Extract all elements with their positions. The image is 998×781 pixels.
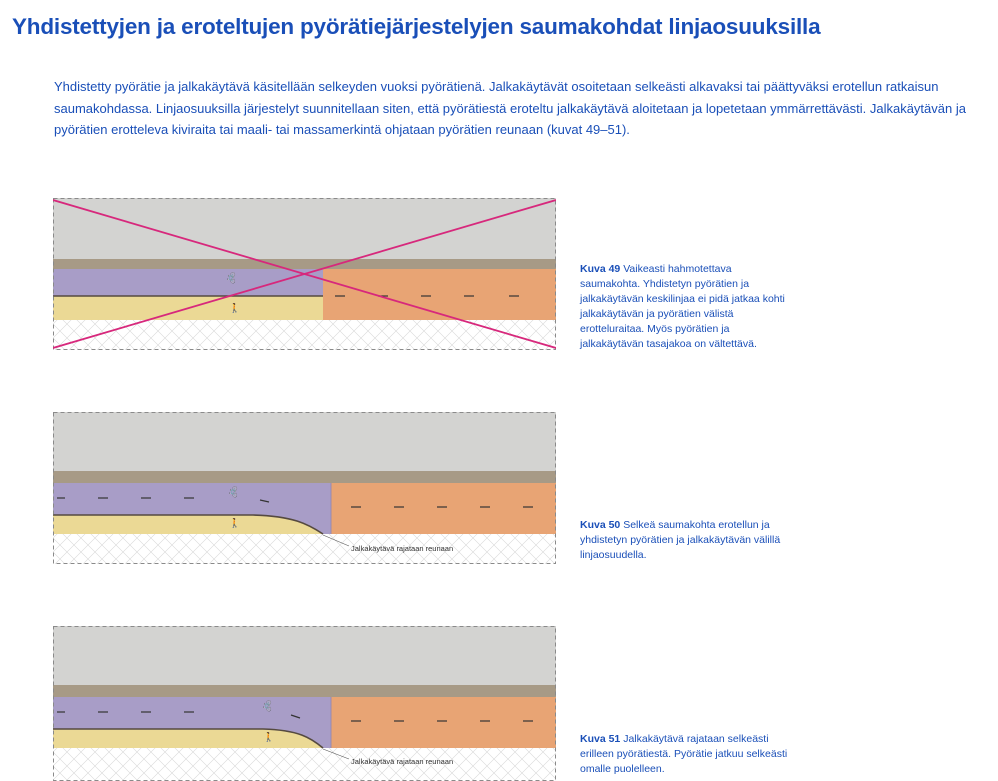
bicycle-icon: 🚲 bbox=[261, 699, 272, 712]
curb-strip bbox=[53, 471, 556, 483]
pedestrian-icon: 🚶 bbox=[263, 733, 275, 743]
figure-51-label: Kuva 51 bbox=[580, 733, 621, 745]
figure-49 bbox=[53, 198, 556, 350]
figure-51 bbox=[53, 626, 556, 781]
cycle-track bbox=[331, 483, 556, 534]
cycle-track bbox=[323, 269, 556, 320]
bicycle-icon: 🚲 bbox=[227, 485, 238, 498]
figure-49-label: Kuva 49 bbox=[580, 263, 621, 275]
hatched-margin bbox=[53, 748, 556, 781]
figure-50-caption-text: Selkeä saumakohta erotellun ja yhdistetyn pyörätien ja jalkakäytävän välillä linjaosuudella. bbox=[580, 519, 781, 561]
figure-49-caption bbox=[580, 262, 790, 352]
sidewalk bbox=[53, 729, 323, 748]
page-title: Yhdistettyjen ja eroteltujen pyörätiejärjestelyjen saumakohdat linjaosuuksilla bbox=[12, 14, 821, 39]
figure-51-caption bbox=[580, 732, 790, 777]
figure-51-caption-text: Jalkakäytävä rajataan selkeästi erilleen pyörätiestä. Pyörätie jatkuu selkeästi omalle puolelleen. bbox=[580, 733, 788, 775]
roadway bbox=[53, 198, 556, 259]
roadway bbox=[53, 626, 556, 685]
hatched-margin bbox=[53, 534, 556, 564]
pedestrian-icon: 🚶 bbox=[229, 519, 241, 529]
hatched-margin bbox=[53, 320, 556, 350]
cycle-track bbox=[331, 697, 556, 748]
roadway bbox=[53, 412, 556, 471]
sidewalk-edge-label: Jalkakäytävä rajataan reunaan bbox=[351, 757, 454, 766]
curb-strip bbox=[53, 259, 556, 269]
curb-strip bbox=[53, 685, 556, 697]
figure-51-illustration bbox=[53, 626, 556, 781]
intro-paragraph: Yhdistetty pyörätie ja jalkakäytävä käsitellään selkeyden vuoksi pyörätienä. Jalkakäytävät osoitetaan selkeästi alkavaksi tai päättyväksi erotellun ratkaisun saumakohdassa. Linjaosuuksilla järjestelyt suunnitellaan siten, että pyörätiestä eroteltu jalkakäytävä aloitetaan ja lopetetaan ymmärrettävästi. Jalkakäytävän ja pyörätien erotteleva kiviraita tai maali- tai massamerkintä ohjataan pyörätien reunaan (kuvat 49–51). bbox=[54, 79, 966, 137]
figure-49-caption-text: Vaikeasti hahmotettava saumakohta. Yhdistetyn pyörätien ja jalkakäytävän keskilinjaa ei pidä jatkaa kohti jalkakäytävän ja pyörätien välistä erotteluraitaa. Myös pyörätien ja jalkakäytävän tasajakoa on vältettävä. bbox=[580, 263, 785, 350]
figure-50 bbox=[53, 412, 556, 564]
pedestrian-icon: 🚶 bbox=[229, 304, 241, 314]
combined-path bbox=[53, 269, 323, 296]
figure-50-caption bbox=[580, 518, 790, 563]
bicycle-icon: 🚲 bbox=[225, 271, 236, 284]
sidewalk-edge-label: Jalkakäytävä rajataan reunaan bbox=[351, 544, 454, 553]
figure-50-illustration bbox=[53, 412, 556, 564]
figure-49-illustration bbox=[53, 198, 556, 350]
figure-50-label: Kuva 50 bbox=[580, 519, 621, 531]
